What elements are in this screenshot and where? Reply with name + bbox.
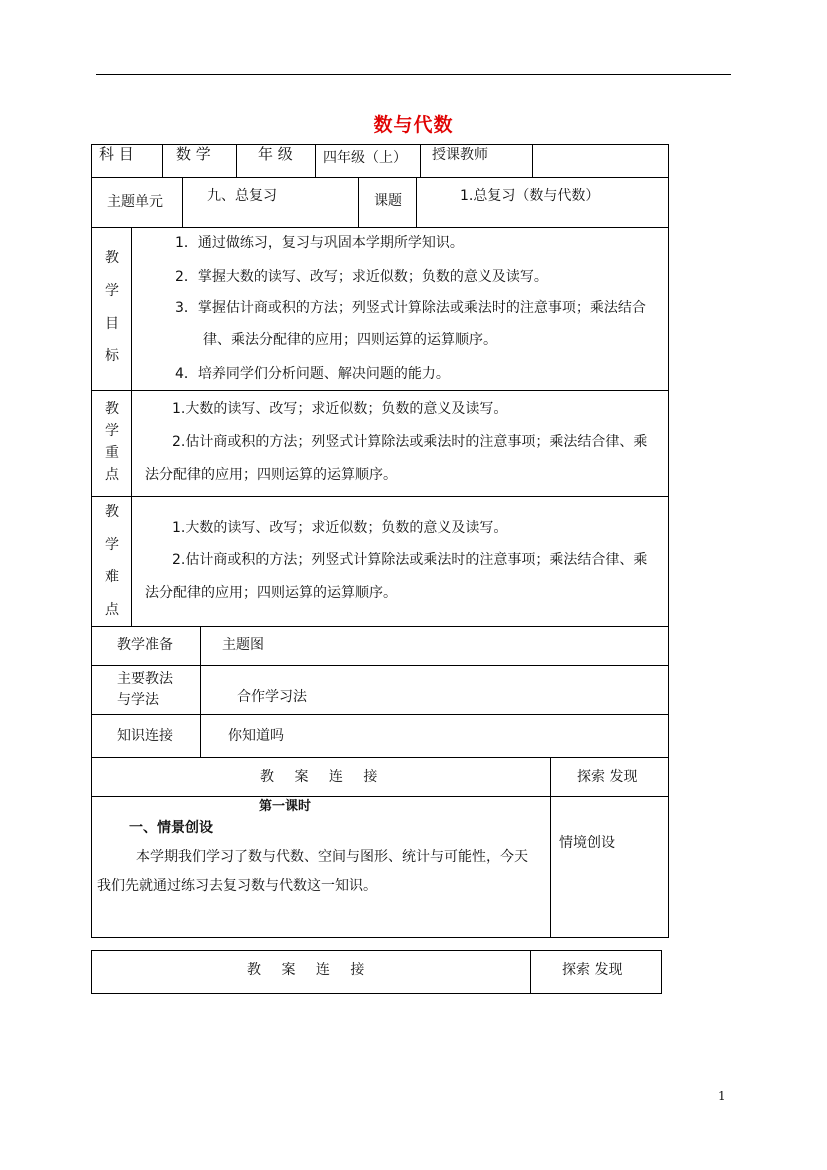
- links-label: 知识连接: [117, 728, 173, 744]
- lesson-paragraph-line: 我们先就通过练习去复习数与代数这一知识。: [97, 878, 377, 894]
- prep-label: 教学准备: [117, 637, 173, 653]
- methods-label-line2: 与学法: [117, 692, 159, 708]
- difficulty-line: 法分配律的应用；四则运算的运算顺序。: [145, 585, 397, 601]
- objectives-label-last: 标: [105, 348, 119, 364]
- objective-line: 2．掌握大数的读写、改写；求近似数；负数的意义及读写。: [175, 269, 548, 285]
- grade-label: 年 级: [258, 145, 293, 163]
- page-number: 1: [718, 1089, 726, 1103]
- unit-label: 主题单元: [107, 194, 163, 210]
- objective-line: 1．通过做练习，复习与巩固本学期所学知识。: [175, 235, 464, 251]
- prep-value: 主题图: [222, 637, 264, 653]
- lesson-plan-table: [91, 144, 669, 938]
- teacher-label: 授课教师: [432, 147, 488, 163]
- plan-header-right: 探索 发现: [577, 769, 638, 785]
- grade-value: 四年级（上）: [323, 150, 407, 166]
- objective-line: 4．培养同学们分析问题、解决问题的能力。: [175, 366, 450, 382]
- subject-value: 数 学: [176, 145, 211, 163]
- subject-label: 科 目: [99, 145, 134, 163]
- methods-label-line1: 主要教法: [117, 671, 173, 687]
- difficulty-line: 2.估计商或积的方法；列竖式计算除法或乘法时的注意事项；乘法结合律、乘: [172, 552, 648, 568]
- key-point-line: 2.估计商或积的方法；列竖式计算除法或乘法时的注意事项；乘法结合律、乘: [172, 434, 648, 450]
- plan-header-2-left: 教 案 连 接: [247, 962, 365, 978]
- lesson-value: 1.总复习（数与代数）: [460, 188, 600, 204]
- header-rule: [96, 74, 731, 75]
- objective-line: 3．掌握估计商或积的方法；列竖式计算除法或乘法时的注意事项；乘法结合: [175, 300, 646, 316]
- difficulty-line: 1.大数的读写、改写；求近似数；负数的意义及读写。: [172, 520, 508, 536]
- key-point-line: 法分配律的应用；四则运算的运算顺序。: [145, 467, 397, 483]
- plan-header-2-right: 探索 发现: [562, 962, 623, 978]
- plan-header-left: 教 案 连 接: [260, 769, 378, 785]
- side-note: 情境创设: [559, 835, 615, 851]
- page-title: 数与代数: [373, 114, 454, 136]
- section-heading: 一、情景创设: [129, 820, 213, 836]
- lesson-paragraph-line: 本学期我们学习了数与代数、空间与图形、统计与可能性，今天: [136, 849, 528, 865]
- links-value: 你知道吗: [228, 728, 284, 744]
- key-point-line: 1.大数的读写、改写；求近似数；负数的意义及读写。: [172, 401, 508, 417]
- lesson-label: 课题: [374, 193, 402, 209]
- objective-line: 律、乘法分配律的应用；四则运算的运算顺序。: [203, 332, 497, 348]
- lesson-period: 第一课时: [259, 799, 312, 814]
- unit-value: 九、总复习: [207, 188, 277, 204]
- methods-value: 合作学习法: [237, 689, 307, 705]
